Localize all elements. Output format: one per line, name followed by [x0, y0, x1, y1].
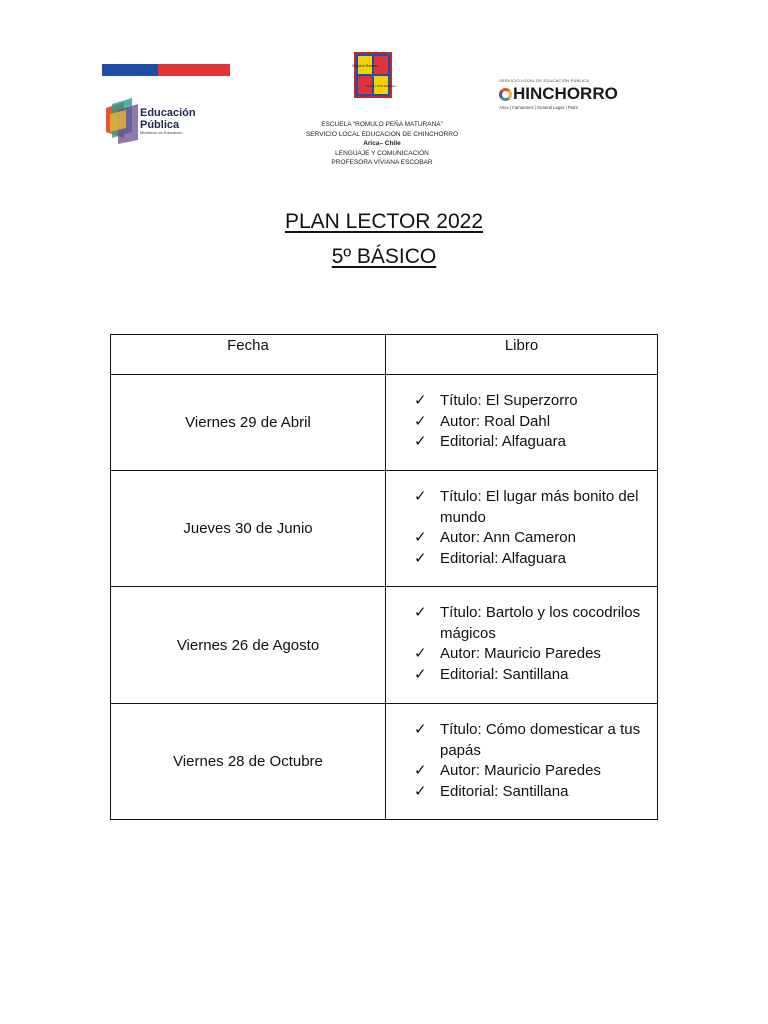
check-icon: ✓ — [414, 529, 427, 546]
check-icon: ✓ — [414, 665, 427, 683]
school-subject: LENGUAJE Y COMUNICACIÓN — [335, 149, 429, 157]
chinchorro-word — [499, 85, 659, 103]
book-author: Autor: Ann Cameron — [440, 529, 576, 546]
book-author: Autor: Roal Dahl — [440, 412, 551, 430]
list-item — [414, 720, 647, 761]
edu-logo-subtitle: Ministerio de Educación — [140, 130, 183, 135]
educacion-publica-mark-icon — [104, 98, 140, 144]
row-book — [386, 587, 658, 704]
book-details — [414, 720, 647, 802]
table-row — [111, 704, 658, 820]
table-header-row — [111, 335, 658, 375]
check-icon: ✓ — [414, 721, 427, 738]
document-subtitle: 5º BÁSICO — [331, 245, 437, 268]
check-icon: ✓ — [414, 645, 427, 662]
book-details — [414, 487, 647, 569]
row-date: Jueves 30 de Junio — [111, 471, 386, 587]
check-icon: ✓ — [414, 762, 427, 779]
document-title: PLAN LECTOR 2022 — [284, 210, 484, 233]
row-book — [386, 375, 658, 471]
row-book — [386, 471, 658, 587]
crest-text-top: Escuela Rómulo — [352, 64, 378, 68]
edu-logo-line2: Pública — [140, 119, 180, 131]
check-icon: ✓ — [414, 488, 427, 505]
crest-text-bottom: Rómulo Peña Maturana — [366, 84, 396, 88]
list-item — [414, 761, 647, 782]
flag-red-segment — [158, 64, 230, 76]
educacion-publica-logo — [104, 98, 224, 148]
list-item — [414, 549, 647, 570]
list-item — [414, 412, 647, 433]
chinchorro-word-text: HINCHORRO — [513, 84, 618, 103]
list-item — [414, 782, 647, 803]
row-date: Viernes 28 de Octubre — [111, 704, 386, 820]
book-title: Título: El Superzorro — [440, 392, 578, 409]
chinchorro-communes: Arica | Camarones | General Lagos | Putre — [499, 105, 578, 110]
check-icon: ✓ — [414, 604, 427, 621]
school-crest-icon — [352, 52, 396, 98]
list-item — [414, 432, 647, 453]
row-date: Viernes 26 de Agosto — [111, 587, 386, 704]
school-name: ESCUELA “ROMULO PEÑA MATURANA” — [321, 121, 443, 128]
row-date: Viernes 29 de Abril — [111, 375, 386, 471]
check-icon: ✓ — [414, 412, 427, 430]
book-title: Título: Cómo domesticar a tus papás — [440, 721, 641, 759]
book-author: Autor: Mauricio Paredes — [440, 645, 601, 662]
book-publisher: Editorial: Alfaguara — [440, 433, 566, 450]
list-item — [414, 644, 647, 665]
edu-logo-line1: Educación — [140, 107, 196, 119]
school-info — [284, 120, 480, 168]
school-city: Arica– Chile — [363, 140, 401, 147]
header-fecha: Fecha — [111, 335, 386, 375]
chinchorro-c-icon — [499, 88, 512, 101]
book-publisher: Editorial: Santillana — [440, 665, 569, 683]
list-item — [414, 391, 647, 412]
book-title: Título: Bartolo y los cocodrilos mágicos — [440, 604, 641, 642]
book-author: Autor: Mauricio Paredes — [440, 762, 601, 779]
table-row — [111, 587, 658, 704]
book-publisher: Editorial: Alfaguara — [440, 549, 566, 567]
check-icon: ✓ — [414, 433, 427, 450]
school-service: SERVICIO LOCAL EDUCACION DE CHINCHORRO — [305, 130, 459, 138]
list-item — [414, 665, 647, 686]
reading-plan-table — [110, 334, 658, 820]
book-details — [414, 603, 647, 685]
book-title: Título: El lugar más bonito del mundo — [440, 488, 639, 526]
book-details — [414, 391, 647, 453]
header-libro: Libro — [386, 335, 658, 375]
chinchorro-logo — [499, 78, 659, 110]
check-icon: ✓ — [414, 392, 427, 409]
row-book — [386, 704, 658, 820]
list-item — [414, 603, 647, 644]
school-teacher: PROFESORA VIVIANA ESCOBAR — [331, 159, 433, 166]
list-item — [414, 487, 647, 528]
flag-blue-segment — [102, 64, 158, 76]
list-item — [414, 528, 647, 549]
check-icon: ✓ — [414, 549, 427, 567]
check-icon: ✓ — [414, 782, 427, 800]
chinchorro-top-text: SERVICIO LOCAL DE EDUCACIÓN PÚBLICA — [499, 78, 590, 83]
table-row — [111, 471, 658, 587]
table-row — [111, 375, 658, 471]
edu-logo-text — [140, 107, 196, 131]
chile-flag-bar — [102, 64, 230, 76]
book-publisher: Editorial: Santillana — [440, 782, 569, 800]
